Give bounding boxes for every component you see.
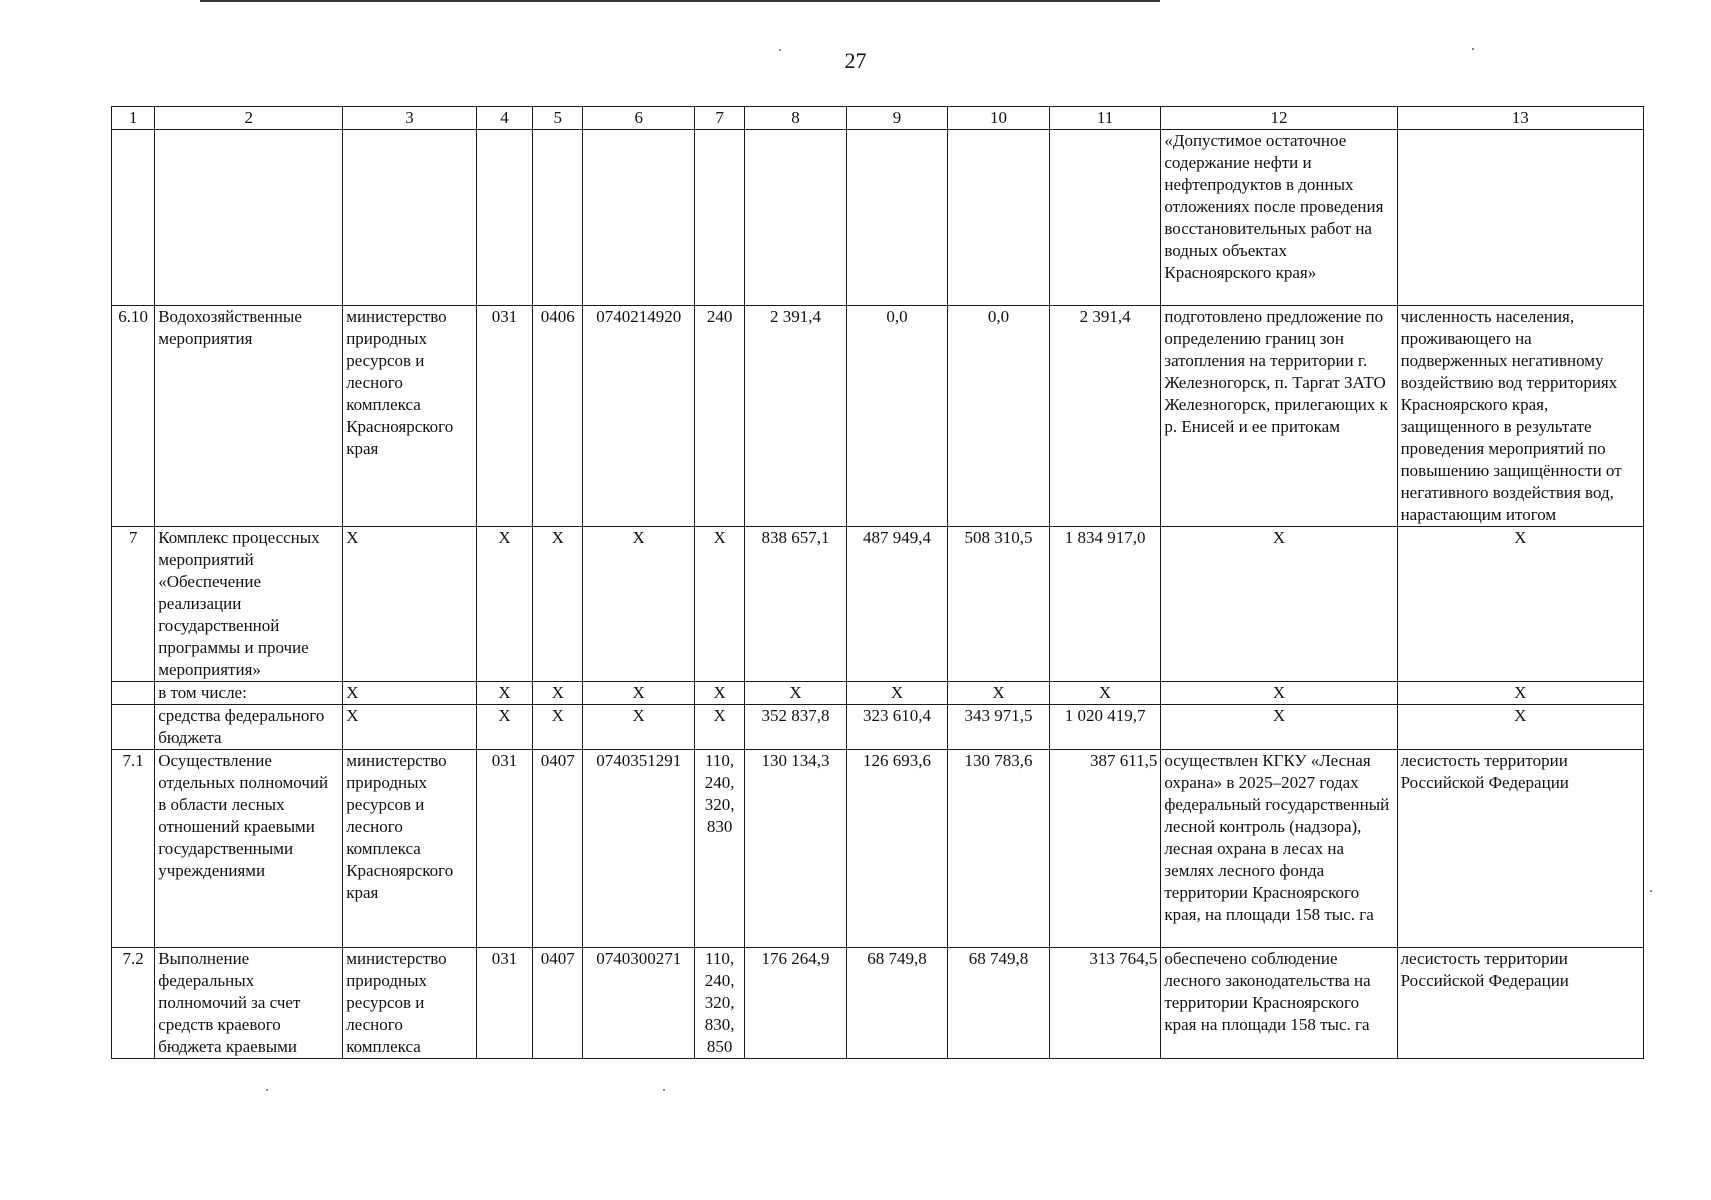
code-section: Х: [533, 705, 583, 750]
indicator: Х: [1397, 682, 1643, 705]
table-row: [112, 306, 1644, 527]
expected-result: Х: [1161, 682, 1397, 705]
responsible-body: Х: [343, 682, 477, 705]
amount-total: 1 834 917,0: [1049, 527, 1161, 682]
amount-year3: [948, 130, 1050, 306]
header-cell: 3: [343, 107, 477, 130]
header-cell: 1: [112, 107, 155, 130]
amount-total: [1049, 130, 1161, 306]
row-number: [112, 705, 155, 750]
responsible-body: [343, 130, 477, 306]
code-expense: 240: [694, 306, 744, 527]
code-target: [583, 130, 695, 306]
indicator: лесистость территории Российской Федерации: [1397, 948, 1643, 1059]
responsible-body: Х: [343, 705, 477, 750]
scan-speck: [266, 1089, 268, 1091]
header-cell: 12: [1161, 107, 1397, 130]
header-cell: 7: [694, 107, 744, 130]
responsible-body: министерство природных ресурсов и лесного комплекса Красноярского края: [343, 306, 477, 527]
header-cell: 5: [533, 107, 583, 130]
code-grbs: [476, 130, 532, 306]
table-row: [112, 705, 1644, 750]
code-grbs: 031: [476, 306, 532, 527]
code-grbs: Х: [476, 705, 532, 750]
table-row: [112, 130, 1644, 306]
amount-year3: 68 749,8: [948, 948, 1050, 1059]
amount-year1: 176 264,9: [745, 948, 847, 1059]
amount-year1: 2 391,4: [745, 306, 847, 527]
amount-year2: 126 693,6: [846, 750, 948, 948]
expected-result: подготовлено предложение по определению границ зон затопления на территории г. Железногорск, п. Таргат ЗАТО Железногорск, прилегающих к р. Енисей и ее притокам: [1161, 306, 1397, 527]
code-grbs: 031: [476, 948, 532, 1059]
row-number: 7.1: [112, 750, 155, 948]
code-grbs: 031: [476, 750, 532, 948]
amount-year3: 0,0: [948, 306, 1050, 527]
amount-year1: Х: [745, 682, 847, 705]
expected-result: обеспечено соблюдение лесного законодательства на территории Красноярского края на площади 158 тыс. га: [1161, 948, 1397, 1059]
activity-name: средства федерального бюджета: [155, 705, 343, 750]
expected-result: «Допустимое остаточное содержание нефти и нефтепродуктов в донных отложениях после проведения восстановительных работ на водных объектах Красноярского края»: [1161, 130, 1397, 306]
row-number: 6.10: [112, 306, 155, 527]
amount-year2: 487 949,4: [846, 527, 948, 682]
table-row: [112, 948, 1644, 1059]
indicator: [1397, 130, 1643, 306]
header-cell: 2: [155, 107, 343, 130]
code-target: Х: [583, 682, 695, 705]
scan-speck: [663, 1089, 665, 1091]
row-number: [112, 682, 155, 705]
activity-name: в том числе:: [155, 682, 343, 705]
scan-speck: [1650, 890, 1652, 892]
column-number-row: [112, 107, 1644, 130]
header-cell: 13: [1397, 107, 1643, 130]
amount-total: Х: [1049, 682, 1161, 705]
expected-result: осуществлен КГКУ «Лесная охрана» в 2025–2027 годах федеральный государственный лесной контроль (надзора), лесная охрана в лесах на землях лесного фонда территории Красноярского края, на площади 158 тыс. га: [1161, 750, 1397, 948]
row-number: 7: [112, 527, 155, 682]
indicator: лесистость территории Российской Федерации: [1397, 750, 1643, 948]
header-cell: 10: [948, 107, 1050, 130]
row-number: 7.2: [112, 948, 155, 1059]
page-number: 27: [844, 48, 867, 73]
indicator: численность населения, проживающего на подверженных негативному воздействию вод территориях Красноярского края, защищенного в результате проведения мероприятий по повышению защищённости от негативного воздействия вод, нарастающим итогом: [1397, 306, 1643, 527]
responsible-body: министерство природных ресурсов и лесного комплекса: [343, 948, 477, 1059]
amount-year3: Х: [948, 682, 1050, 705]
table-row: [112, 527, 1644, 682]
indicator: Х: [1397, 527, 1643, 682]
row-number: [112, 130, 155, 306]
code-expense: 110, 240, 320, 830, 850: [694, 948, 744, 1059]
activity-name: Водохозяйственные мероприятия: [155, 306, 343, 527]
indicator: Х: [1397, 705, 1643, 750]
table-row: [112, 750, 1644, 948]
scan-speck: [779, 49, 781, 51]
amount-year1: 352 837,8: [745, 705, 847, 750]
amount-total: 2 391,4: [1049, 306, 1161, 527]
header-cell: 8: [745, 107, 847, 130]
code-expense: Х: [694, 682, 744, 705]
page-top-border: [200, 0, 1160, 2]
amount-year2: Х: [846, 682, 948, 705]
header-cell: 4: [476, 107, 532, 130]
code-section: Х: [533, 527, 583, 682]
amount-total: 1 020 419,7: [1049, 705, 1161, 750]
amount-year2: 323 610,4: [846, 705, 948, 750]
responsible-body: Х: [343, 527, 477, 682]
code-target: 0740214920: [583, 306, 695, 527]
amount-year3: 130 783,6: [948, 750, 1050, 948]
code-section: 0407: [533, 948, 583, 1059]
code-target: 0740351291: [583, 750, 695, 948]
code-expense: [694, 130, 744, 306]
header-cell: 11: [1049, 107, 1161, 130]
amount-year3: 508 310,5: [948, 527, 1050, 682]
code-grbs: Х: [476, 527, 532, 682]
code-target: Х: [583, 705, 695, 750]
code-target: Х: [583, 527, 695, 682]
header-cell: 9: [846, 107, 948, 130]
amount-year1: [745, 130, 847, 306]
amount-total: 313 764,5: [1049, 948, 1161, 1059]
table-row: [112, 682, 1644, 705]
program-activities-table: [111, 106, 1644, 1059]
activity-name: Выполнение федеральных полномочий за счет средств краевого бюджета краевыми: [155, 948, 343, 1059]
activity-name: Комплекс процессных мероприятий «Обеспечение реализации государственной программы и прочие мероприятия»: [155, 527, 343, 682]
amount-year3: 343 971,5: [948, 705, 1050, 750]
code-section: [533, 130, 583, 306]
expected-result: Х: [1161, 527, 1397, 682]
amount-year2: 0,0: [846, 306, 948, 527]
scan-speck: [1472, 48, 1474, 50]
code-target: 0740300271: [583, 948, 695, 1059]
activity-name: Осуществление отдельных полномочий в области лесных отношений краевыми государственными учреждениями: [155, 750, 343, 948]
expected-result: Х: [1161, 705, 1397, 750]
responsible-body: министерство природных ресурсов и лесного комплекса Красноярского края: [343, 750, 477, 948]
header-cell: 6: [583, 107, 695, 130]
amount-year1: 130 134,3: [745, 750, 847, 948]
code-section: Х: [533, 682, 583, 705]
amount-year1: 838 657,1: [745, 527, 847, 682]
amount-total: 387 611,5: [1049, 750, 1161, 948]
code-section: 0406: [533, 306, 583, 527]
amount-year2: [846, 130, 948, 306]
code-grbs: Х: [476, 682, 532, 705]
code-expense: Х: [694, 705, 744, 750]
amount-year2: 68 749,8: [846, 948, 948, 1059]
code-section: 0407: [533, 750, 583, 948]
code-expense: Х: [694, 527, 744, 682]
activity-name: [155, 130, 343, 306]
code-expense: 110, 240, 320, 830: [694, 750, 744, 948]
